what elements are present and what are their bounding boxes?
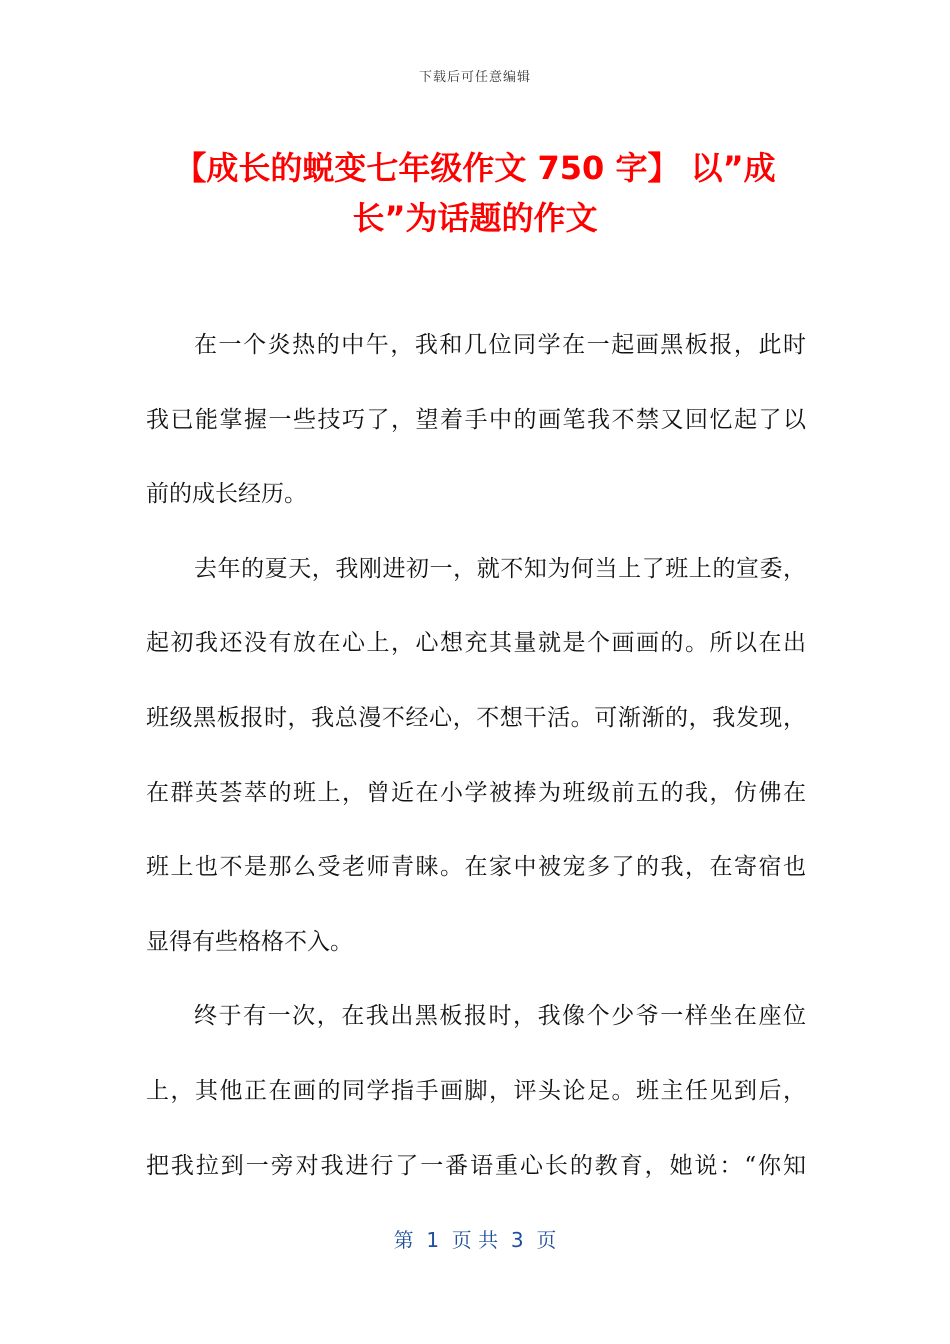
title-line-1: 【成长的蜕变七年级作文 750 字】 以”成 [174,149,776,187]
paragraph [146,532,806,980]
document-title [150,143,800,243]
title-line-2: 长”为话题的作文 [352,199,598,237]
paragraph [146,308,806,532]
text-line: 终于有一次，在我出黑板报时，我像个少爷一样坐在座位 [194,1003,806,1030]
text-line: 班上也不是那么受老师青睐。在家中被宠多了的我，在寄宿也 [146,854,806,881]
text-line: 把我拉到一旁对我进行了一番语重心长的教育，她说：“你知 [146,1152,806,1179]
text-line: 前的成长经历。 [146,481,307,508]
text-line: 我已能掌握一些技巧了，望着手中的画笔我不禁又回忆起了以 [146,406,806,433]
page-number-footer: 第 1 页 共 3 页 [393,1228,557,1252]
text-line: 在一个炎热的中午，我和几位同学在一起画黑板报，此时 [194,332,806,358]
text-line: 上，其他正在画的同学指手画脚，评头论足。班主任见到后， [146,1077,806,1104]
text-line: 显得有些格格不入。 [146,928,353,955]
paragraph [146,979,806,1203]
text-line: 起初我还没有放在心上，心想充其量就是个画画的。所以在出 [146,630,806,657]
header-note: 下载后可任意编辑 [418,70,531,85]
text-line: 班级黑板报时，我总漫不经心，不想干活。可渐渐的，我发现， [146,704,806,731]
text-line: 在群英荟萃的班上，曾近在小学被捧为班级前五的我，仿佛在 [146,779,806,806]
text-line: 去年的夏天，我刚进初一，就不知为何当上了班上的宣委， [194,555,806,582]
document-body [146,308,806,1203]
